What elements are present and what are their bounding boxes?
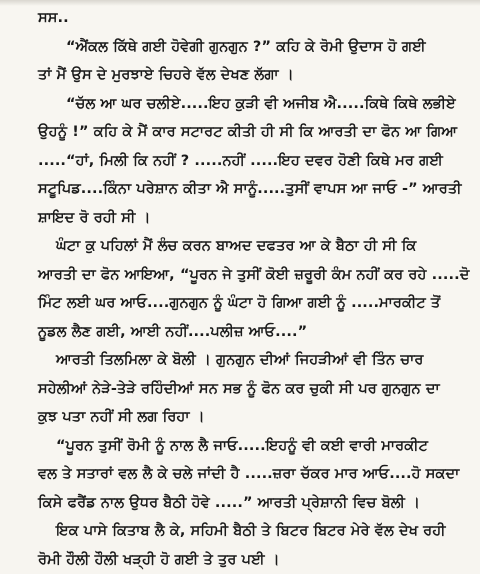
text-line: ਸਸ..	[38, 4, 470, 33]
text-line: ਆਰਤੀ ਤਿਲਮਿਲਾ ਕੇ ਬੋਲੀ । ਗੁਨਗੁਨ ਦੀਆਂ ਜਿਹੜੀਆਂ ਵੀ ਤਿੰਨ ਚਾਰ	[38, 346, 470, 375]
text-line: ਆਰਤੀ ਦਾ ਫੋਨ ਆਇਆ, “ਪੂਰਨ ਜੇ ਤੁਸੀਂ ਕੋਈ ਜ਼ਰੂਰੀ ਕੰਮ ਨਹੀਂ ਕਰ ਰਹੇ .....ਦੋ	[38, 261, 470, 290]
text-line: ਕਿਸੇ ਫਰੈਂਡ ਨਾਲ ਉਧਰ ਬੈਠੀ ਹੋਵੇ .....” ਆਰਤੀ ਪ੍ਰੇਸ਼ਾਨੀ ਵਿਚ ਬੋਲੀ ।	[38, 489, 470, 518]
text-line: .....“ਹਾਂ, ਮਿਲੀ ਕਿ ਨਹੀਂ ? .....ਨਹੀਂ .....ਇਹ ਦਵਰ ਹੋਣੀ ਕਿਥੇ ਮਰ ਗਈ	[38, 147, 470, 176]
text-line: ਸਹੇਲੀਆਂ ਨੇੜੇ-ਤੇੜੇ ਰਹਿੰਦੀਆਂ ਸਨ ਸਭ ਨੂੰ ਫੋਨ ਕਰ ਚੁਕੀ ਸੀ ਪਰ ਗੁਨਗੁਨ ਦਾ	[38, 375, 470, 404]
text-line: ਰੋਮੀ ਹੌਲੀ ਹੌਲੀ ਖੜ੍ਹੀ ਹੋ ਗਈ ਤੇ ਤੁਰ ਪਈ ।	[38, 546, 470, 574]
text-line: ਨੂਡਲ ਲੈਣ ਗਈ, ਆਈ ਨਹੀਂ....ਪਲੀਜ਼ ਆਓ....”	[38, 318, 470, 347]
text-line: “ਐਂਕਲ ਕਿੱਥੇ ਗਈ ਹੋਵੇਗੀ ਗੁਨਗੁਨ ?” ਕਹਿ ਕੇ ਰੋਮੀ ਉਦਾਸ ਹੋ ਗਈ	[38, 33, 470, 62]
text-line: “ਪੂਰਨ ਤੁਸੀਂ ਰੋਮੀ ਨੂੰ ਨਾਲ ਲੈ ਜਾਓ.....ਇਹਨੂੰ ਵੀ ਕਈ ਵਾਰੀ ਮਾਰਕੀਟ	[38, 432, 470, 461]
text-line: ਮਿੰਟ ਲਈ ਘਰ ਆਓ....ਗੁਨਗੁਨ ਨੂੰ ਘੰਟਾ ਹੋ ਗਿਆ ਗਈ ਨੂੰ .....ਮਾਰਕੀਟ ਤੋਂ	[38, 289, 470, 318]
story-text	[38, 4, 470, 574]
text-line: ਸ਼ਾਇਦ ਰੋ ਰਹੀ ਸੀ ।	[38, 204, 470, 233]
text-line: ਇਕ ਪਾਸੇ ਕਿਤਾਬ ਲੈ ਕੇ, ਸਹਿਮੀ ਬੈਠੀ ਤੇ ਬਿਟਰ ਬਿਟਰ ਮੇਰੇ ਵੱਲ ਦੇਖ ਰਹੀ	[38, 517, 470, 546]
text-line: ਤਾਂ ਮੈਂ ਉਸ ਦੇ ਮੁਰਝਾਏ ਚਿਹਰੇ ਵੱਲ ਦੇਖਣ ਲੱਗਾ ।	[38, 61, 470, 90]
text-line: ਸਟੂਪਿਡ....ਕਿੰਨਾ ਪਰੇਸ਼ਾਨ ਕੀਤਾ ਐ ਸਾਨੂੰ.....ਤੁਸੀਂ ਵਾਪਸ ਆ ਜਾਓ -” ਆਰਤੀ	[38, 175, 470, 204]
text-line: ਘੰਟਾ ਕੁ ਪਹਿਲਾਂ ਮੈਂ ਲੰਚ ਕਰਨ ਬਾਅਦ ਦਫਤਰ ਆ ਕੇ ਬੈਠਾ ਹੀ ਸੀ ਕਿ	[38, 232, 470, 261]
text-line: ਵਲ ਤੇ ਸਤਾਰਾਂ ਵਲ ਲੈ ਕੇ ਚਲੇ ਜਾਂਦੀ ਹੈ .....ਜ਼ਰਾ ਚੱਕਰ ਮਾਰ ਆਓ....ਹੋ ਸਕਦਾ	[38, 460, 470, 489]
text-line: ਕੁਝ ਪਤਾ ਨਹੀਂ ਸੀ ਲਗ ਰਿਹਾ ।	[38, 403, 470, 432]
text-line: “ਚੱਲ ਆ ਘਰ ਚਲੀਏ.....ਇਹ ਕੁੜੀ ਵੀ ਅਜੀਬ ਐ.....ਕਿਥੇ ਕਿਥੇ ਲਭੀਏ	[38, 90, 470, 119]
text-line: ਉਹਨੂੰ !” ਕਹਿ ਕੇ ਮੈਂ ਕਾਰ ਸਟਾਰਟ ਕੀਤੀ ਹੀ ਸੀ ਕਿ ਆਰਤੀ ਦਾ ਫੋਨ ਆ ਗਿਆ	[38, 118, 470, 147]
